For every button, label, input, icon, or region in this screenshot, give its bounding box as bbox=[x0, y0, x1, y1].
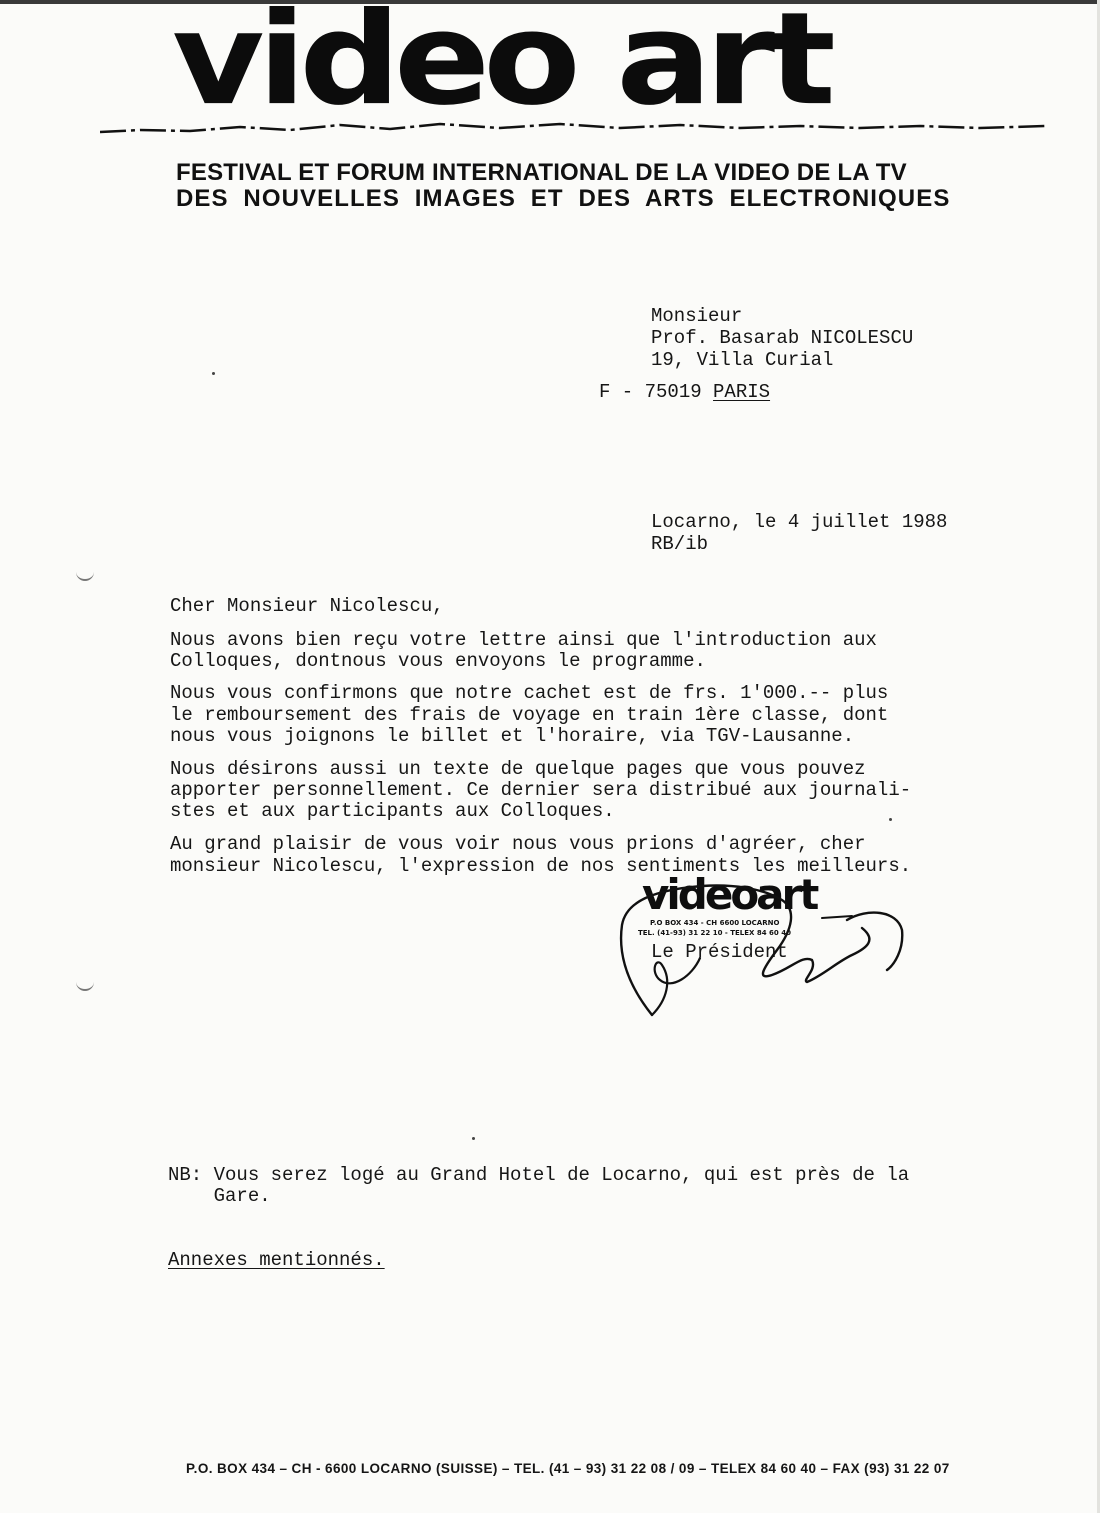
body-line: stes et aux participants aux Colloques. bbox=[170, 800, 615, 822]
recipient-title: Monsieur bbox=[651, 305, 743, 327]
recipient-name: Prof. Basarab NICOLESCU bbox=[651, 327, 914, 349]
handwritten-signature bbox=[612, 880, 912, 1020]
enclosures: Annexes mentionnés. bbox=[168, 1249, 385, 1271]
body-line: nous vous joignons le billet et l'horaire, via TGV-Lausanne. bbox=[170, 725, 855, 747]
body-line: le remboursement des frais de voyage en train 1ère classe, dont bbox=[170, 704, 889, 726]
signatory-title: Le Président bbox=[651, 941, 788, 963]
logo-wordmark: video art bbox=[172, 0, 829, 134]
place-date: Locarno, le 4 juillet 1988 bbox=[651, 511, 948, 533]
punch-hole bbox=[76, 570, 94, 581]
scan-speck bbox=[212, 372, 215, 375]
letterhead-tagline-line1: FESTIVAL ET FORUM INTERNATIONAL DE LA VIDEO DE LA TV bbox=[176, 159, 907, 186]
recipient-postal: F - 75019 bbox=[599, 381, 702, 403]
body-line: Nous vous confirmons que notre cachet est de frs. 1'000.-- plus bbox=[170, 682, 889, 704]
body-line: Colloques, dontnous vous envoyons le programme. bbox=[170, 650, 706, 672]
stamp-logo: videoart bbox=[642, 870, 817, 919]
letterhead-footer: P.O. BOX 434 – CH - 6600 LOCARNO (SUISSE) – TEL. (41 – 93) 31 22 08 / 09 – TELEX 84 60 40 – FAX (93) 31 22 07 bbox=[186, 1461, 950, 1476]
body-line: Au grand plaisir de vous voir nous vous prions d'agréer, cher bbox=[170, 833, 866, 855]
body-line: Nous désirons aussi un texte de quelque pages que vous pouvez bbox=[170, 758, 866, 780]
videoart-logo bbox=[100, 0, 1045, 160]
recipient-street: 19, Villa Curial bbox=[651, 349, 834, 371]
stamp-phone: TEL. (41-93) 31 22 10 - TELEX 84 60 40 bbox=[638, 929, 791, 937]
salutation: Cher Monsieur Nicolescu, bbox=[170, 595, 444, 617]
reference: RB/ib bbox=[651, 533, 709, 555]
body-line: apporter personnellement. Ce dernier sera distribué aux journali- bbox=[170, 779, 912, 801]
scan-speck bbox=[889, 818, 892, 821]
body-line: monsieur Nicolescu, l'expression de nos sentiments les meilleurs. bbox=[170, 855, 912, 877]
recipient-city: PARIS bbox=[713, 381, 771, 403]
body-line: Nous avons bien reçu votre lettre ainsi que l'introduction aux bbox=[170, 629, 877, 651]
scan-speck bbox=[472, 1137, 475, 1140]
postscript-line2: Gare. bbox=[168, 1185, 271, 1207]
recipient-city-line bbox=[599, 381, 770, 403]
letterhead-tagline-line2: DES NOUVELLES IMAGES ET DES ARTS ELECTRONIQUES bbox=[176, 185, 951, 212]
logo-strike-line bbox=[100, 118, 1045, 142]
postscript-line1: NB: Vous serez logé au Grand Hotel de Locarno, qui est près de la bbox=[168, 1164, 910, 1186]
stamp-address: P.O BOX 434 - CH 6600 LOCARNO bbox=[650, 919, 780, 927]
punch-hole bbox=[76, 980, 94, 991]
